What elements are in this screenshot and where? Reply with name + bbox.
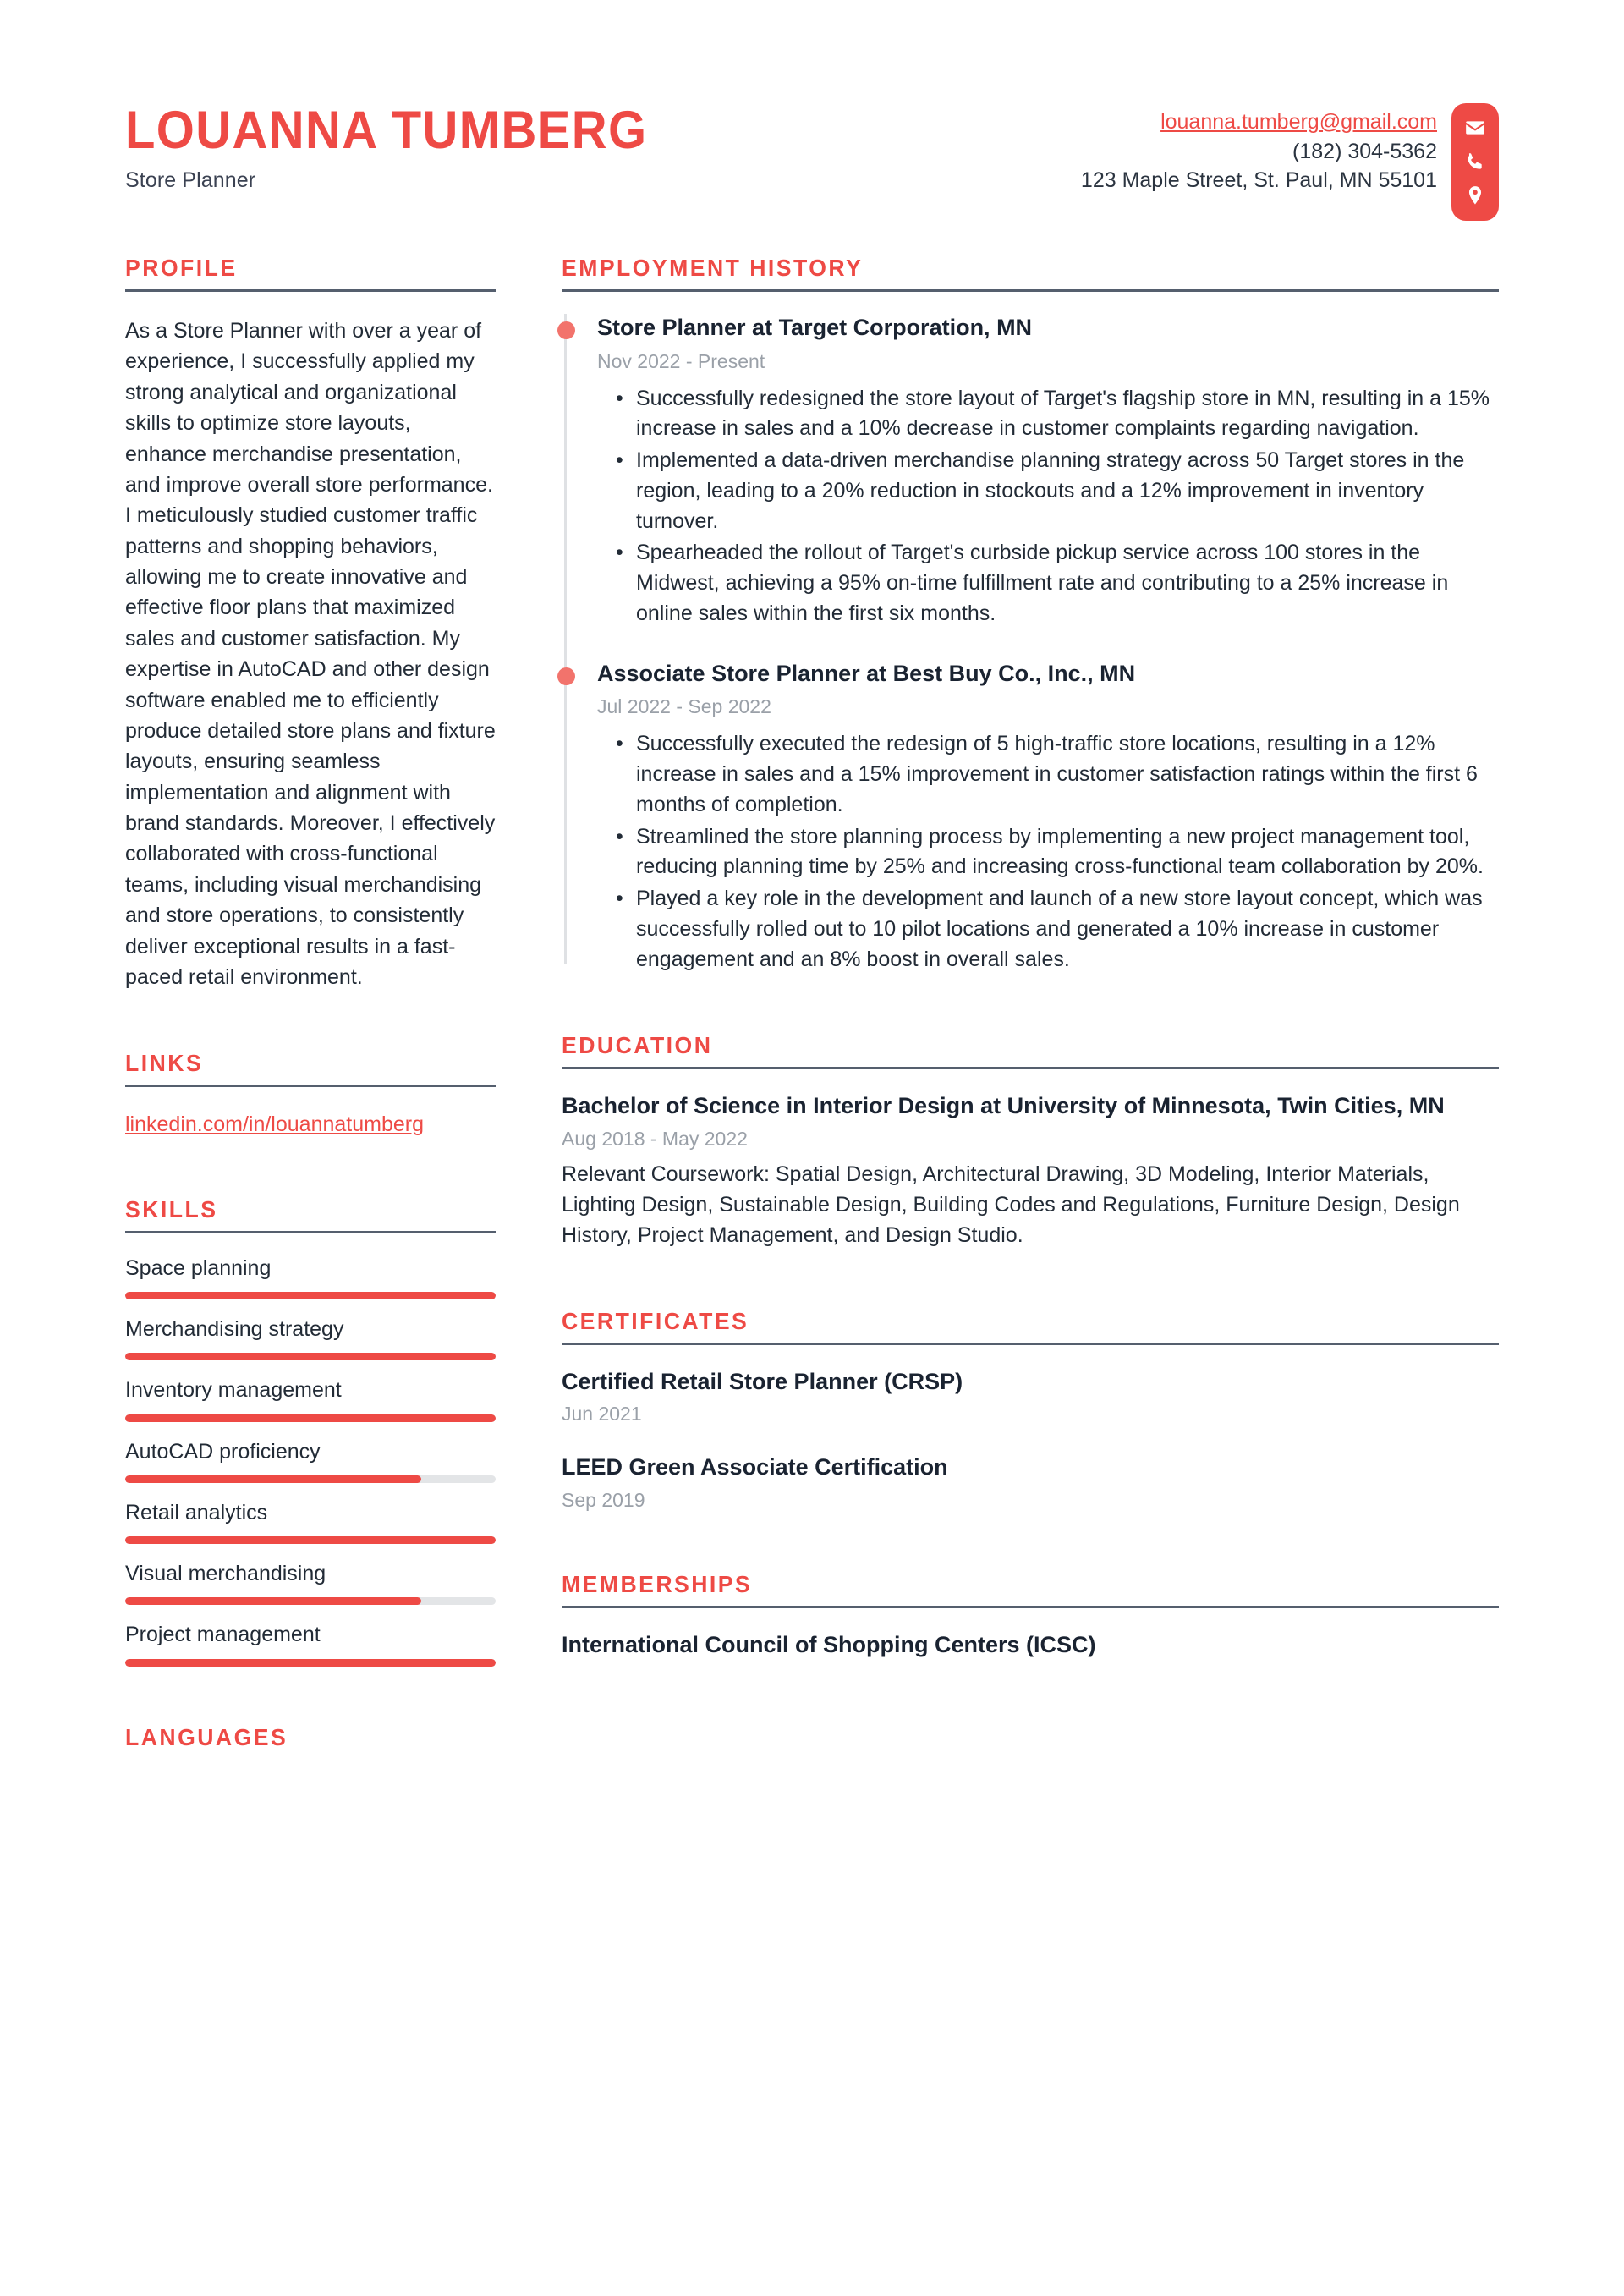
section-rule (125, 289, 496, 292)
section-heading-memberships: MEMBERSHIPS (562, 1570, 753, 1597)
section-links (125, 1050, 496, 1139)
skill-level-bar (125, 1475, 496, 1483)
employment-bullet: • Successfully redesigned the store layout of Target's flagship store in MN, resulting in a 15% increase in sales and a 10% decrease in customer complaints regarding navigation. (636, 384, 1499, 445)
section-rule (562, 289, 1499, 292)
skill-item (125, 1500, 496, 1544)
skill-level-fill (125, 1292, 496, 1299)
education-entry (562, 1091, 1499, 1250)
employment-bullet-list (597, 384, 1499, 629)
section-education (562, 1032, 1499, 1250)
skill-label: Retail analytics (125, 1500, 268, 1524)
education-entry-description: Relevant Coursework: Spatial Design, Architectural Drawing, 3D Modeling, Interior Materials, Lighting Design, Sustainable Design, Building Codes and Regulations, Furniture Design, Design History, Project Management, and Design Studio. (562, 1162, 1460, 1247)
section-heading-education: EDUCATION (562, 1032, 713, 1059)
certificate-entry-dates: Sep 2019 (562, 1488, 645, 1511)
employment-bullet: • Implemented a data-driven merchandise planning strategy across 50 Target stores in the region, leading to a 20% reduction in stockouts and a 12% improvement in inventory turnover. (636, 446, 1499, 536)
contact-phone: (182) 304-5362 (1292, 139, 1437, 163)
section-languages (125, 1724, 496, 1751)
phone-icon (1464, 151, 1486, 173)
skill-level-fill (125, 1536, 496, 1544)
section-heading-languages: LANGUAGES (125, 1723, 288, 1750)
timeline-dot-icon (557, 667, 575, 685)
skill-label: AutoCAD proficiency (125, 1439, 321, 1464)
employment-title: Associate Store Planner at Best Buy Co., Inc., MN (597, 660, 1136, 686)
skill-item (125, 1622, 496, 1666)
section-profile (125, 255, 496, 992)
employment-bullet: • Spearheaded the rollout of Target's curbside pickup service across 100 stores in the Midwest, achieving a 95% on-time fulfillment rate and contributing to a 25% increase in online sales within the first six months. (636, 538, 1499, 629)
certificate-entry (562, 1453, 1499, 1513)
skill-level-bar (125, 1353, 496, 1360)
membership-entry-title: International Council of Shopping Centers (ICSC) (562, 1631, 1096, 1657)
employment-dates: Nov 2022 - Present (597, 349, 765, 372)
employment-title: Store Planner at Target Corporation, MN (597, 315, 1033, 340)
section-employment-history (562, 255, 1499, 975)
skills-list (125, 1255, 496, 1667)
employment-bullet: • Played a key role in the development and launch of a new store layout concept, which was successfully rolled out to 10 pilot locations and generated a 10% increase in customer engagement and an 8% boost in overall sales. (636, 884, 1499, 975)
memberships-list (562, 1630, 1499, 1660)
section-rule (562, 1067, 1499, 1069)
education-entry-dates: Aug 2018 - May 2022 (562, 1127, 748, 1150)
section-heading-certificates: CERTIFICATES (562, 1307, 749, 1334)
skill-label: Space planning (125, 1255, 272, 1280)
skill-level-bar (125, 1597, 496, 1605)
certificate-entry-title: Certified Retail Store Planner (CRSP) (562, 1368, 963, 1394)
sidebar-column (125, 255, 555, 1751)
skill-item (125, 1255, 496, 1299)
employment-timeline (562, 314, 1499, 975)
section-skills (125, 1196, 496, 1667)
skill-item (125, 1377, 496, 1421)
skill-item (125, 1439, 496, 1483)
employment-bullet-list (597, 729, 1499, 975)
employment-bullet: • Successfully executed the redesign of 5 high-traffic store locations, resulting in a 12% increase in sales and a 15% improvement in customer satisfaction ratings within the first 6 months of completion. (636, 729, 1499, 820)
employment-entry (597, 314, 1499, 629)
contact-block (1081, 93, 1499, 221)
location-pin-icon (1464, 184, 1486, 206)
section-certificates (562, 1308, 1499, 1513)
skill-label: Merchandising strategy (125, 1317, 344, 1341)
skill-label: Project management (125, 1623, 321, 1647)
skill-level-bar (125, 1292, 496, 1299)
skill-label: Inventory management (125, 1378, 342, 1403)
skill-label: Visual merchandising (125, 1562, 326, 1585)
section-heading-links: LINKS (125, 1050, 204, 1077)
contact-icon-bar (1451, 103, 1499, 221)
employment-dates: Jul 2022 - Sep 2022 (597, 695, 771, 718)
section-rule (562, 1343, 1499, 1345)
certificate-entry (562, 1367, 1499, 1427)
section-memberships (562, 1571, 1499, 1660)
certificate-entry-title: LEED Green Associate Certification (562, 1454, 948, 1480)
section-heading-skills: SKILLS (125, 1195, 218, 1222)
resume-body (125, 255, 1499, 1751)
skill-item (125, 1316, 496, 1360)
candidate-name: LOUANNA TUMBERG (125, 101, 648, 160)
employment-entry (597, 660, 1499, 975)
skill-level-fill (125, 1475, 421, 1483)
education-entry-title: Bachelor of Science in Interior Design at University of Minnesota, Twin Cities, MN (562, 1093, 1445, 1119)
identity-block (125, 93, 693, 193)
skill-level-fill (125, 1414, 496, 1422)
profile-text: As a Store Planner with over a year of experience, I successfully applied my strong analytical and organizational skills to optimize store layouts, enhance merchandise presentation, and improve overall store performance. I meticulously studied customer traffic patterns and shopping behaviors, allowing me to create innovative and effective floor plans that maximized sales and customer satisfaction. My expertise in AutoCAD and other design software enabled me to efficiently produce detailed store plans and fixture layouts, ensuring seamless implementation and alignment with brand standards. Moreover, I effectively collaborated with cross-functional teams, including visual merchandising and store operations, to consistently deliver exceptional results in a fast-paced retail environment. (125, 319, 496, 989)
skill-level-fill (125, 1353, 496, 1360)
envelope-icon (1464, 117, 1486, 139)
resume-header (125, 0, 1499, 221)
skill-level-fill (125, 1659, 496, 1667)
section-rule (125, 1231, 496, 1233)
contact-lines (1081, 103, 1437, 195)
contact-address: 123 Maple Street, St. Paul, MN 55101 (1080, 168, 1437, 192)
membership-entry (562, 1630, 1499, 1660)
employment-bullet: • Streamlined the store planning process by implementing a new project management tool, reducing planning time by 25% and increasing cross-functional team collaboration by 20%. (636, 822, 1499, 883)
section-rule (562, 1606, 1499, 1608)
skill-level-bar (125, 1536, 496, 1544)
skill-item (125, 1561, 496, 1605)
timeline-dot-icon (557, 321, 575, 339)
section-rule (125, 1085, 496, 1087)
skill-level-bar (125, 1659, 496, 1667)
section-heading-profile: PROFILE (125, 255, 238, 281)
main-column (555, 255, 1499, 1751)
link-linkedin[interactable]: linkedin.com/in/louannatumberg (125, 1112, 424, 1137)
skill-level-fill (125, 1597, 421, 1605)
certificates-list (562, 1367, 1499, 1513)
education-list (562, 1091, 1499, 1250)
candidate-job-title: Store Planner (125, 168, 256, 193)
certificate-entry-dates: Jun 2021 (562, 1403, 642, 1425)
contact-email[interactable]: louanna.tumberg@gmail.com (1160, 110, 1437, 134)
section-heading-employment: EMPLOYMENT HISTORY (562, 255, 864, 281)
skill-level-bar (125, 1414, 496, 1422)
